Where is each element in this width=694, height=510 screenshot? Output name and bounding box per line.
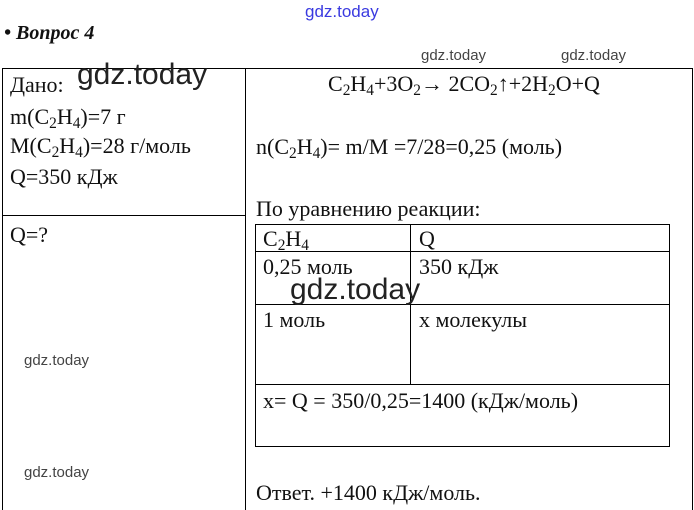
watermark-table: gdz.today [290,273,421,306]
watermark-left-bottom: gdz.today [24,464,90,481]
frame-right [692,68,693,510]
frame-left [2,68,3,510]
table-right [669,224,670,446]
reaction-equation: $C_2H_4+3O_2\to$ $2CO_2↑+2H_2O+Q$ [328,71,600,99]
table-top [255,224,670,225]
by-equation-label: По уравнению реакции: [256,196,481,221]
table-bottom [255,446,670,447]
table-row-divider-1 [255,251,670,252]
frame-divider [245,68,246,510]
table-row-divider-3 [255,384,670,385]
table-cell-heat: 350 кДж [419,254,499,279]
table-result: x= Q = 350/0,25=1400 (кДж/моль) [263,388,579,413]
watermark-given: gdz.today [77,58,208,91]
watermark-header-right: gdz.today [561,47,627,64]
given-molar-mass: $M(C_2H_4)=28$ г/моль [10,133,191,161]
watermark-top: gdz.today [305,2,379,21]
given-mass: $m(C_2H_4)=7$ г [10,104,126,132]
given-find-divider [2,215,245,216]
moles-calculation: $n(C_2H_4)= m/M =7/28=0,25$ (моль) [256,134,563,162]
answer-text: Ответ. +1400 кДж/моль. [256,480,481,505]
watermark-left-mid: gdz.today [24,352,90,369]
table-cell-one-mole: 1 моль [263,307,326,332]
question-title: • Вопрос 4 [4,22,95,44]
find-value: Q=? [10,222,49,247]
table-header-heat: Q [419,226,435,251]
table-header-ethylene: $C_2H_4$ [263,226,309,254]
given-label: Дано: [10,72,64,97]
table-cell-unknown: x молекулы [419,307,528,332]
table-left [255,224,256,446]
watermark-header-left: gdz.today [421,47,487,64]
table-cell-moles: 0,25 моль [263,254,353,279]
given-heat: Q=350 кДж [10,164,118,189]
